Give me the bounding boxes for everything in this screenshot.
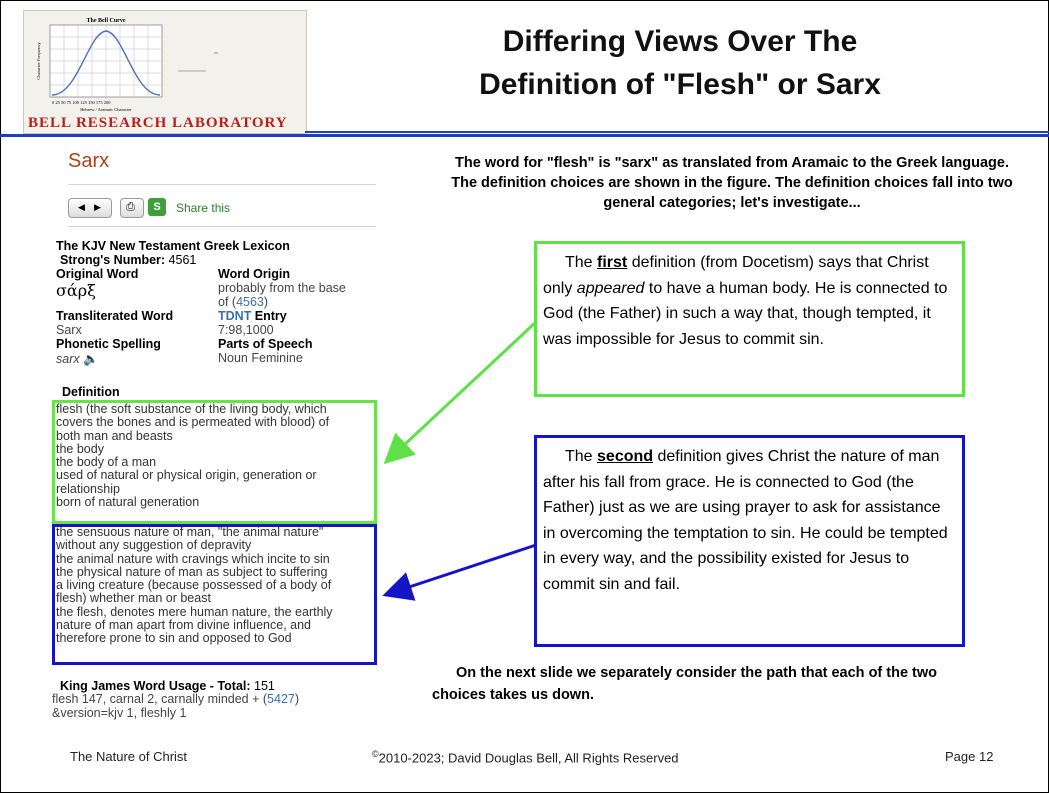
- definition-item: without any suggestion of depravity: [56, 538, 252, 553]
- second-keyword: second: [597, 448, 654, 465]
- share-link[interactable]: Share this: [176, 201, 231, 215]
- definition-item: the sensuous nature of man, "the animal nature": [56, 525, 324, 539]
- usage-line-1: flesh 147, carnal 2, carnally minded + (: [52, 692, 268, 707]
- second-box-pre: The: [565, 448, 598, 465]
- definition-item: the physical nature of man as subject to suffering: [56, 564, 328, 579]
- usage-line-1-end: ): [294, 692, 300, 707]
- definition-item: both man and beasts: [56, 428, 173, 443]
- copyright-mark: ©: [372, 749, 379, 759]
- usage-line-2: &version=kjv 1, fleshly 1: [52, 705, 187, 720]
- first-keyword: first: [597, 254, 628, 271]
- slide-title-line-2: Definition of "Flesh" or Sarx: [479, 68, 881, 101]
- footer-left: The Nature of Christ: [70, 749, 188, 764]
- definition-item: relationship: [56, 481, 120, 496]
- logo-chart-ylabel: Character Frequency: [36, 42, 41, 80]
- share-icon[interactable]: S: [148, 198, 166, 216]
- lexicon-heading: Sarx: [68, 150, 110, 172]
- first-box-rest: to have a human body. He is connected to God (the Father) in such a way that, though tempted, it was impossible for Jesus to commit sin.: [543, 279, 948, 348]
- second-box-rest: definition gives Christ the nature of man after his fall from grace. He is connected to God (the Father) just as we are using prayer to ask for assistance in overcoming the temptation to sin. He could be tempted in every way, and the possibility existed for Jesus to commit sin and fail.: [543, 448, 948, 593]
- tdnt-entry-label: Entry: [251, 309, 287, 323]
- first-box-mid: definition (from Docetism) says that Christ only: [543, 254, 929, 297]
- original-word-label: Original Word: [56, 267, 139, 281]
- definition-item: nature of man apart from divine influence, and: [56, 618, 312, 633]
- definition-item: the flesh, denotes mere human nature, the earthly: [56, 604, 333, 619]
- strongs-value: 4561: [168, 253, 197, 267]
- tdnt-value: 7:98,1000: [218, 323, 274, 337]
- strongs-label: Strong's Number:: [60, 253, 166, 267]
- transliterated-word: Sarx: [56, 323, 82, 337]
- phonetic-label: Phonetic Spelling: [56, 337, 161, 351]
- prev-arrow-icon[interactable]: ◀: [78, 202, 85, 212]
- first-box-pre: The: [565, 254, 598, 271]
- speaker-icon[interactable]: 🔈: [83, 352, 99, 366]
- word-origin-line-1: probably from the base: [218, 281, 346, 295]
- intro-paragraph: The word for "flesh" is "sarx" as translated from Aramaic to the Greek language. The definition choices are shown in the figure. The definition choices fall into two general categories; let's investigate...: [451, 155, 1013, 211]
- lexicon-source: The KJV New Testament Greek Lexicon: [56, 239, 290, 253]
- definition-item: a living creature (because possessed of a body of: [56, 578, 332, 593]
- usage-label: King James Word Usage - Total:: [60, 679, 251, 693]
- definition-item: covers the bones and is permeated with blood) of: [56, 415, 330, 430]
- footer-copyright: [372, 749, 679, 765]
- definition-item: the body of a man: [56, 455, 157, 470]
- definition-item: used of natural or physical origin, generation or: [56, 468, 317, 483]
- definition-item: therefore prone to sin and opposed to God: [56, 631, 292, 646]
- first-box-emphasis: appeared: [576, 279, 645, 297]
- strongs-4563-link[interactable]: 4563: [236, 295, 264, 309]
- footer-copyright-text: 2010-2023; David Douglas Bell, All Rights Reserved: [378, 750, 679, 766]
- second-definition-arrow: [388, 545, 536, 594]
- logo-chart-title: The Bell Curve: [86, 18, 126, 24]
- next-arrow-icon[interactable]: ▶: [94, 202, 101, 212]
- tdnt-link[interactable]: TDNT: [218, 309, 252, 323]
- definition-item: flesh (the soft substance of the living body, which: [56, 402, 327, 416]
- first-definition-arrow: [388, 322, 536, 460]
- outro-text: On the next slide we separately consider the path that each of the two choices takes us down.: [432, 665, 938, 703]
- logo-chart-xlabel: Hebrew / Aramaic Character: [80, 107, 132, 112]
- transliterated-label: Transliterated Word: [56, 309, 174, 323]
- printer-icon: ⎙: [126, 201, 135, 213]
- definition-label: Definition: [62, 385, 120, 399]
- definition-item: the body: [56, 441, 104, 456]
- definition-item: flesh) whether man or beast: [56, 591, 211, 606]
- definition-item: born of natural generation: [56, 495, 200, 510]
- page-number: Page 12: [945, 749, 994, 764]
- original-word: σάρξ: [56, 281, 96, 300]
- word-origin-label: Word Origin: [218, 267, 290, 281]
- slide-title-line-1: Differing Views Over The: [502, 25, 858, 58]
- logo-chart-ticks: 0 25 50 75 100 125 150 175 200: [52, 100, 111, 105]
- strongs-5427-link[interactable]: 5427: [267, 692, 295, 707]
- word-origin-suffix: ): [263, 295, 269, 309]
- usage-total: 151: [254, 679, 275, 693]
- lab-name: BELL RESEARCH LABORATORY: [28, 115, 288, 131]
- parts-of-speech-label: Parts of Speech: [218, 337, 313, 351]
- phonetic-value: sarx: [56, 352, 80, 366]
- parts-of-speech: Noun Feminine: [218, 351, 303, 365]
- word-origin-prefix: of (: [218, 295, 237, 309]
- definition-item: the animal nature with cravings which incite to sin: [56, 551, 330, 566]
